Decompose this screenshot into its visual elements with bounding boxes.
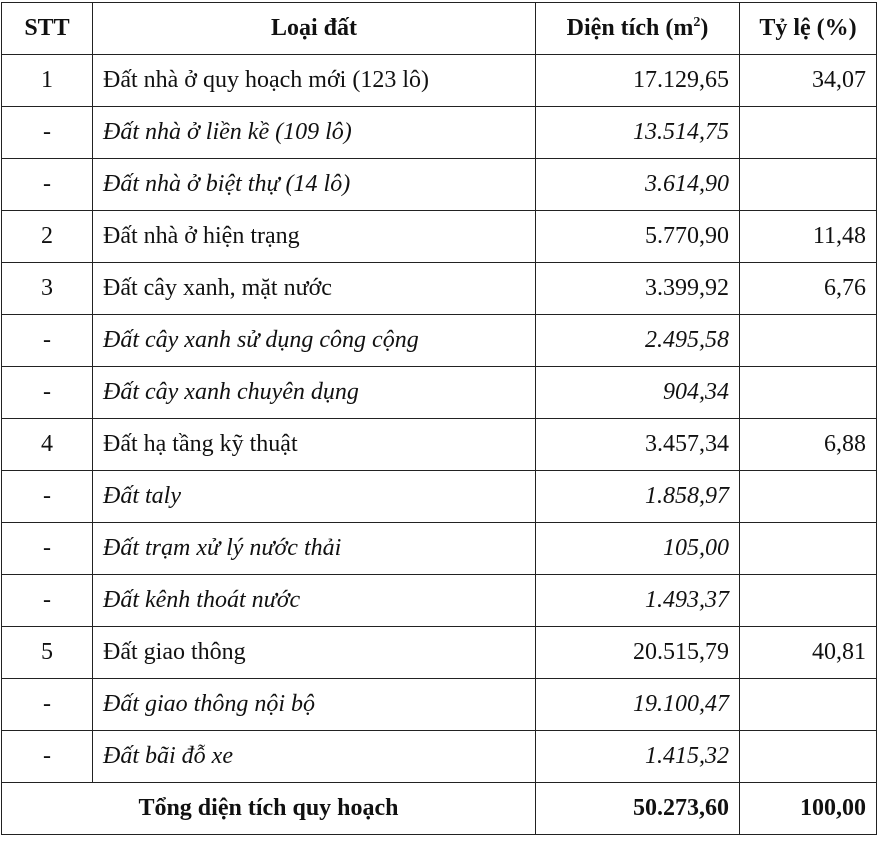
row-stt: - [2, 679, 93, 731]
row-stt: - [2, 471, 93, 523]
row-area: 5.770,90 [536, 211, 740, 263]
row-land-type: Đất nhà ở quy hoạch mới (123 lô) [93, 55, 536, 107]
row-stt: - [2, 159, 93, 211]
row-ratio [740, 315, 877, 367]
table-row [2, 471, 877, 523]
row-ratio [740, 471, 877, 523]
row-area: 2.495,58 [536, 315, 740, 367]
row-stt: 5 [2, 627, 93, 679]
row-stt: - [2, 107, 93, 159]
row-ratio: 34,07 [740, 55, 877, 107]
row-land-type: Đất cây xanh sử dụng công cộng [93, 315, 536, 367]
row-land-type: Đất trạm xử lý nước thải [93, 523, 536, 575]
row-area: 904,34 [536, 367, 740, 419]
row-area: 17.129,65 [536, 55, 740, 107]
header-row [2, 3, 877, 55]
row-area: 1.858,97 [536, 471, 740, 523]
table-row [2, 211, 877, 263]
row-land-type: Đất kênh thoát nước [93, 575, 536, 627]
row-stt: - [2, 523, 93, 575]
row-stt: 4 [2, 419, 93, 471]
row-stt: - [2, 575, 93, 627]
row-ratio: 11,48 [740, 211, 877, 263]
row-area: 19.100,47 [536, 679, 740, 731]
row-land-type: Đất nhà ở liền kề (109 lô) [93, 107, 536, 159]
row-area: 1.415,32 [536, 731, 740, 783]
row-stt: 2 [2, 211, 93, 263]
row-area: 13.514,75 [536, 107, 740, 159]
table-row [2, 55, 877, 107]
row-land-type: Đất hạ tầng kỹ thuật [93, 419, 536, 471]
row-stt: - [2, 731, 93, 783]
land-use-table [1, 2, 877, 835]
header-land-type: Loại đất [93, 3, 536, 55]
row-ratio [740, 159, 877, 211]
row-ratio [740, 731, 877, 783]
row-area: 3.399,92 [536, 263, 740, 315]
row-ratio [740, 679, 877, 731]
row-area: 3.614,90 [536, 159, 740, 211]
table-row [2, 731, 877, 783]
row-stt: 3 [2, 263, 93, 315]
header-area-suffix: ) [700, 15, 709, 41]
table-row [2, 263, 877, 315]
total-label: Tổng diện tích quy hoạch [2, 783, 536, 835]
row-ratio: 40,81 [740, 627, 877, 679]
header-area-prefix: Diện tích (m [566, 15, 694, 41]
table-row [2, 679, 877, 731]
total-ratio: 100,00 [740, 783, 877, 835]
header-ratio: Tỷ lệ (%) [740, 3, 877, 55]
table-row [2, 107, 877, 159]
row-stt: 1 [2, 55, 93, 107]
row-land-type: Đất taly [93, 471, 536, 523]
row-ratio [740, 107, 877, 159]
row-stt: - [2, 367, 93, 419]
row-area: 1.493,37 [536, 575, 740, 627]
row-ratio [740, 523, 877, 575]
table-row [2, 367, 877, 419]
total-row [2, 783, 877, 835]
row-land-type: Đất giao thông nội bộ [93, 679, 536, 731]
total-area: 50.273,60 [536, 783, 740, 835]
row-ratio: 6,76 [740, 263, 877, 315]
table-row [2, 627, 877, 679]
row-area: 105,00 [536, 523, 740, 575]
row-land-type: Đất cây xanh chuyên dụng [93, 367, 536, 419]
row-area: 20.515,79 [536, 627, 740, 679]
table-row [2, 315, 877, 367]
row-ratio [740, 575, 877, 627]
row-ratio [740, 367, 877, 419]
row-stt: - [2, 315, 93, 367]
row-land-type: Đất giao thông [93, 627, 536, 679]
table-row [2, 419, 877, 471]
header-area-unit-exponent: 2 [693, 15, 701, 30]
table-row [2, 159, 877, 211]
row-land-type: Đất bãi đỗ xe [93, 731, 536, 783]
header-area [536, 3, 740, 55]
row-area: 3.457,34 [536, 419, 740, 471]
header-stt: STT [2, 3, 93, 55]
row-land-type: Đất nhà ở biệt thự (14 lô) [93, 159, 536, 211]
row-ratio: 6,88 [740, 419, 877, 471]
row-land-type: Đất cây xanh, mặt nước [93, 263, 536, 315]
table-row [2, 575, 877, 627]
row-land-type: Đất nhà ở hiện trạng [93, 211, 536, 263]
table-row [2, 523, 877, 575]
